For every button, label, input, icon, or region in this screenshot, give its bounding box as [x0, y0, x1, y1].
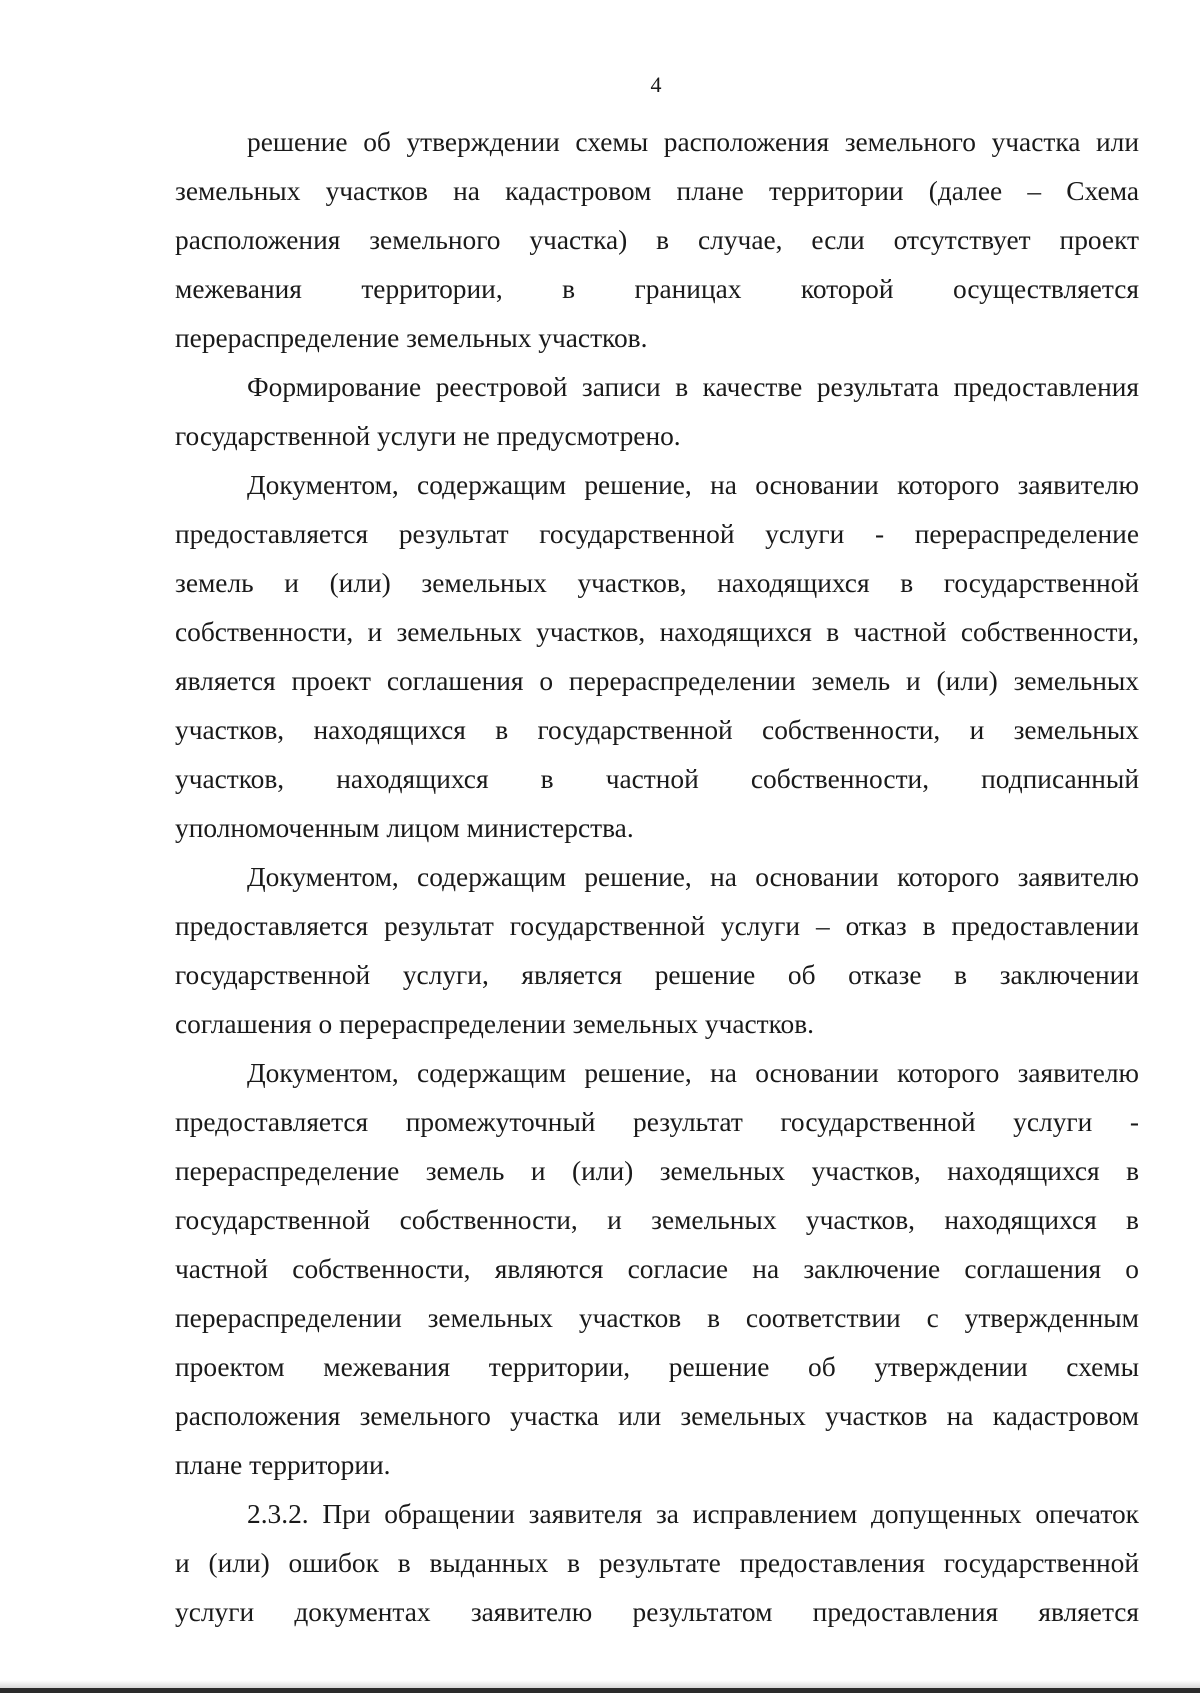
text-line: Документом, содержащим решение, на основании которого заявителю — [247, 470, 1139, 500]
text-line: государственной услуги, является решение об отказе в заключении — [175, 960, 1139, 990]
scan-bottom-shadow — [0, 1680, 1200, 1688]
text-line: соглашения о перераспределении земельных участков. — [175, 1009, 815, 1039]
paragraph — [175, 118, 1139, 363]
text-line: Формирование реестровой записи в качестве результата предоставления — [247, 372, 1139, 402]
text-line: перераспределение земельных участков. — [175, 323, 648, 353]
text-line: Документом, содержащим решение, на основании которого заявителю — [247, 1058, 1139, 1088]
text-line: Документом, содержащим решение, на основании которого заявителю — [247, 862, 1139, 892]
text-line: частной собственности, являются согласие на заключение соглашения о — [175, 1254, 1139, 1284]
text-line: предоставляется результат государственной услуги - перераспределение — [175, 519, 1139, 549]
text-line: государственной услуги не предусмотрено. — [175, 421, 681, 451]
text-line: решение об утверждении схемы расположения земельного участка или — [247, 127, 1139, 157]
text-line: 2.3.2. При обращении заявителя за исправлением допущенных опечаток — [247, 1499, 1139, 1529]
text-line: услуги документах заявителю результатом предоставления является — [175, 1597, 1139, 1627]
text-line: участков, находящихся в частной собственности, подписанный — [175, 764, 1139, 794]
text-line: плане территории. — [175, 1450, 391, 1480]
paragraph — [175, 461, 1139, 853]
text-line: государственной собственности, и земельных участков, находящихся в — [175, 1205, 1139, 1235]
text-line: и (или) ошибок в выданных в результате предоставления государственной — [175, 1548, 1139, 1578]
paragraph — [175, 853, 1139, 1049]
text-line: перераспределение земель и (или) земельных участков, находящихся в — [175, 1156, 1139, 1186]
page-number: 4 — [650, 72, 662, 97]
text-line: земель и (или) земельных участков, находящихся в государственной — [175, 568, 1139, 598]
scan-bottom-edge — [0, 1688, 1200, 1693]
text-line: предоставляется результат государственной услуги – отказ в предоставлении — [175, 911, 1139, 941]
paragraph — [175, 1490, 1139, 1637]
paragraph — [175, 363, 1139, 461]
text-line: является проект соглашения о перераспределении земель и (или) земельных — [175, 666, 1139, 696]
text-line: расположения земельного участка или земельных участков на кадастровом — [175, 1401, 1139, 1431]
text-line: участков, находящихся в государственной собственности, и земельных — [175, 715, 1139, 745]
document-body — [175, 118, 1139, 1637]
text-line: проектом межевания территории, решение об утверждении схемы — [175, 1352, 1139, 1382]
text-line: предоставляется промежуточный результат государственной услуги - — [175, 1107, 1139, 1137]
text-line: собственности, и земельных участков, находящихся в частной собственности, — [175, 617, 1139, 647]
text-line: расположения земельного участка) в случае, если отсутствует проект — [175, 225, 1139, 255]
text-line: земельных участков на кадастровом плане территории (далее – Схема — [175, 176, 1139, 206]
text-line: перераспределении земельных участков в соответствии с утвержденным — [175, 1303, 1139, 1333]
paragraph — [175, 1049, 1139, 1490]
text-line: межевания территории, в границах которой осуществляется — [175, 274, 1139, 304]
text-line: уполномоченным лицом министерства. — [175, 813, 634, 843]
